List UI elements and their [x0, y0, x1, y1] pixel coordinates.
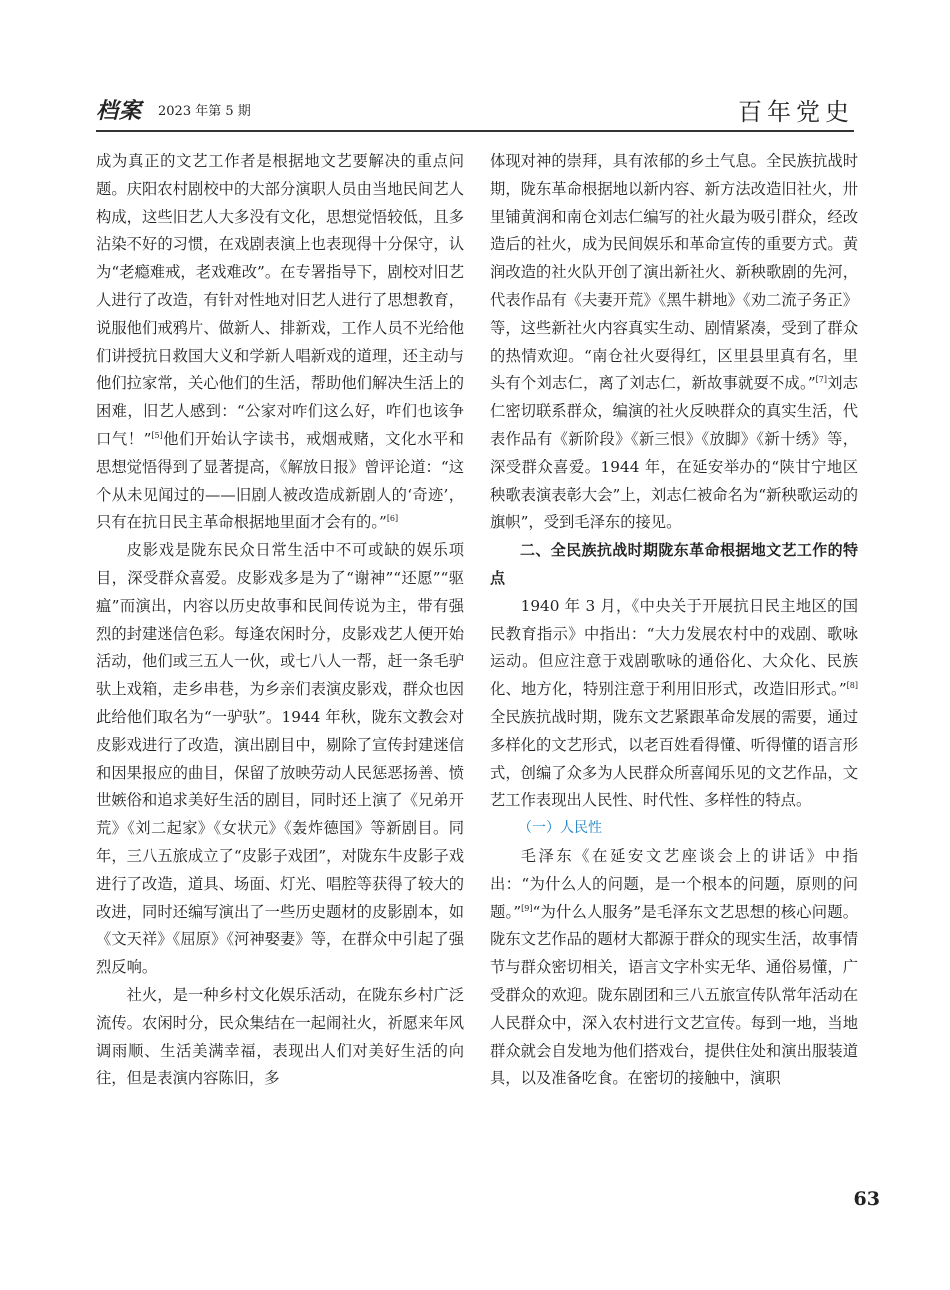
- magazine-logo: 档案: [96, 98, 143, 124]
- section-title: 百年党史: [738, 98, 854, 126]
- paragraph: 社火，是一种乡村文化娱乐活动，在陇东乡村广泛流传。农闲时分，民众集结在一起闹社火，祈愿来年风调雨顺、生活美满幸福，表现出人们对美好生活的向往，但是表演内容陈旧，多: [96, 985, 464, 1088]
- issue-label: 2023 年第 5 期: [158, 104, 251, 119]
- page-header: [96, 88, 854, 128]
- citation: [8]: [846, 681, 858, 691]
- page-number: 63: [853, 1188, 880, 1210]
- paragraph: 体现对神的崇拜，具有浓郁的乡土气息。全民族抗战时期，陇东革命根据地以新内容、新方法改造旧社火，卅里铺黄润和南仓刘志仁编写的社火最为吸引群众，经改造后的社火，成为民间娱乐和革命宣传的重要方式。黄润改造的社火队开创了演出新社火、新秧歌剧的先河，代表作品有《夫妻开荒》《黑牛耕地》《劝二流子务正》等，这些新社火内容真实生动、剧情紧凑，受到了群众的热情欢迎。“南仓社火耍得红，区里县里真有名，里头有个刘志仁，离了刘志仁，新故事就耍不成。”[7]刘志仁密切联系群众，编演的社火反映群众的真实生活，代表作品有《新阶段》《新三恨》《放脚》《新十绣》等，深受群众喜爱。1944 年，在延安举办的“陕甘宁地区秧歌表演表彰大会”上，刘志仁被命名为“新秧歌运动的旗帜”，受到毛泽东的接见。: [490, 152, 858, 532]
- paragraph: 毛泽东《在延安文艺座谈会上的讲话》中指出：“为什么人的问题，是一个根本的问题，原则的问题。”[9]“为什么人服务”是毛泽东文艺思想的核心问题。陇东文艺作品的题材大都源于群众的现实生活，故事情节与群众密切相关，语言文字朴实无华、通俗易懂，广受群众的欢迎。陇东剧团和三八五旅宣传队常年活动在人民群众中，深入农村进行文艺宣传。每到一地，当地群众就会自发地为他们搭戏台，提供住处和演出服装道具，以及准备吃食。在密切的接触中，演职: [490, 846, 858, 1088]
- section-heading: 二、全民族抗战时期陇东革命根据地文艺工作的特点: [490, 541, 858, 587]
- citation: [7]: [815, 375, 827, 385]
- paragraph: 皮影戏是陇东民众日常生活中不可或缺的娱乐项目，深受群众喜爱。皮影戏多是为了“谢神”“还愿”“驱瘟”而演出，内容以历史故事和民间传说为主，带有强烈的封建迷信色彩。每逢农闲时分，皮影戏艺人便开始活动，他们或三五人一伙，或七八人一帮，赶一条毛驴驮上戏箱，走乡串巷，为乡亲们表演皮影戏，群众也因此给他们取名为“一驴驮”。1944 年秋，陇东文教会对皮影戏进行了改造，演出剧目中，剔除了宣传封建迷信和因果报应的曲目，保留了放映劳动人民惩恶扬善、愤世嫉俗和追求美好生活的剧目，同时还上演了《兄弟开荒》《刘二起家》《女状元》《轰炸德国》等新剧目。同年，三八五旅成立了“皮影子戏团”，对陇东牛皮影子戏进行了改造，道具、场面、灯光、唱腔等获得了较大的改进，同时还编写演出了一些历史题材的皮影剧本，如《文天祥》《屈原》《河神娶妻》等，在群众中引起了强烈反响。: [96, 541, 464, 977]
- subheading: （一）人民性: [518, 820, 602, 837]
- left-column: [96, 148, 464, 1093]
- citation: [6]: [386, 514, 399, 524]
- paragraph: 1940 年 3 月，《中央关于开展抗日民主地区的国民教育指示》中指出：“大力发展农村中的戏剧、歌咏运动。但应注意于戏剧歌咏的通俗化、大众化、民族化、地方化，特别注意于利用旧形式，改造旧形式。”[8]全民族抗战时期，陇东文艺紧跟革命发展的需要，通过多样化的文艺形式，以老百姓看得懂、听得懂的语言形式，创编了众多为人民群众所喜闻乐见的文艺作品，文艺工作表现出人民性、时代性、多样性的特点。: [490, 596, 858, 810]
- right-column: [490, 148, 858, 1093]
- header-rule: [96, 130, 854, 132]
- paragraph: 成为真正的文艺工作者是根据地文艺要解决的重点问题。庆阳农村剧校中的大部分演职人员由当地民间艺人构成，这些旧艺人大多没有文化，思想觉悟较低，且多沾染不好的习惯，在戏剧表演上也表现得十分保守，认为“老瘾难戒，老戏难改”。在专署指导下，剧校对旧艺人进行了改造，有针对性地对旧艺人进行了思想教育，说服他们戒鸦片、做新人、排新戏，工作人员不光给他们讲授抗日救国大义和学新人唱新戏的道理，还主动与他们拉家常，关心他们的生活，帮助他们解决生活上的困难，旧艺人感到：“公家对咋们这么好，咋们也该争口气！”[5]他们开始认字读书，戒烟戒赌，文化水平和思想觉悟得到了显著提高，《解放日报》曾评论道：“这个从未见闻过的——旧剧人被改造成新剧人的‘奇迹’，只有在抗日民主革命根据地里面才会有的。”[6]: [96, 152, 464, 532]
- citation: [9]: [521, 903, 533, 913]
- citation: [5]: [151, 430, 163, 440]
